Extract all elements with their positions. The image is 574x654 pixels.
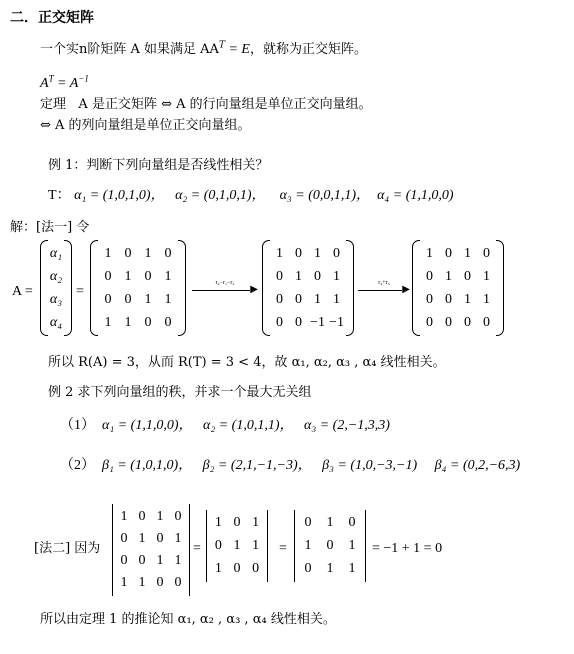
matrix3-cell: 0 [464,314,471,330]
example1-title: 例 1：判断下列向量组是否线性相关？ [48,158,269,173]
matrix3-cell: 1 [464,291,471,307]
example1-vectors [48,188,454,204]
matrix1-cell: 1 [164,291,172,307]
example1-conclusion: 所以 R(A) = 3，从而 R(T) = 3 < 4，故 α₁, α₂, α₃ , α₄ 线性相关。 [48,355,446,370]
det4-cell: 0 [156,531,164,546]
alpha-column-cell: α₃ [49,291,63,307]
det3b-cell: 0 [326,537,334,553]
matrix2-cell: 0 [314,268,321,284]
alpha-column-cell: α₄ [49,314,63,330]
matrix3-cell: 0 [464,268,471,284]
matrix3-cell: 0 [426,314,433,330]
matrix2-cell: 0 [276,291,283,307]
det4-cell: 1 [120,575,128,590]
matrix1-cell: 1 [124,314,132,330]
part2-beta1: β₁ = (1,0,1,0)， [102,458,193,473]
determinant-4x4 [112,504,190,596]
matrix3-cell: 0 [483,314,490,330]
equals-sign-3: = [279,541,287,556]
det4-cell: 0 [174,575,182,590]
det4-cell: 1 [138,575,146,590]
definition-tail: ，就称为正交矩阵。 [249,42,367,57]
vector-set-label: T： [48,188,71,203]
vector-alpha4: α₄ = (1,1,0,0) [377,188,454,203]
matrix3-cell: 1 [483,268,490,284]
det3a-cell: 1 [252,537,260,553]
alpha-column-vector [40,240,72,336]
det3a-cell: 0 [252,560,260,576]
matrix3-cell: 1 [464,245,471,261]
matrix3-cell: 0 [426,268,433,284]
vector-alpha1: α₁ = (1,0,1,0)， [74,188,165,203]
row-operation-arrow-1: r₄−r₁−r₂ ▶ [192,282,258,298]
matrix2-cell: −1 [329,314,344,330]
part1-alpha2: α₂ = (1,0,1,1)， [203,418,294,433]
matrix2-cell: 1 [295,268,302,284]
part2-label: （2） [60,458,95,473]
det4-cell: 0 [156,575,164,590]
matrix2-cell: 1 [333,291,340,307]
det4-cell: 1 [156,553,164,568]
part2-beta4: β₄ = (0,2,−6,3) [434,458,521,473]
det4-cell: 0 [138,553,146,568]
matrix1-cell: 1 [104,314,112,330]
matrix1-cell: 0 [104,291,112,307]
orthogonal-formula: $A^T = A^{-1}$ [40,73,89,91]
equals-sign-2: = [193,541,201,556]
example2-part1 [60,418,390,434]
det4-cell: 0 [138,509,146,524]
det3a-cell: 1 [214,560,222,576]
method2-label: [法二] 因为 [34,541,101,556]
det3b-cell: 1 [348,537,356,553]
det4-cell: 1 [174,531,182,546]
matrix1-cell: 0 [144,268,152,284]
det4-cell: 1 [120,509,128,524]
matrix-A-label: A = [12,284,33,299]
det3a-cell: 1 [214,515,222,531]
det3a-cell: 0 [233,560,241,576]
part1-label: （1） [60,418,95,433]
solution-label: 解：[法一] 令 [10,220,90,235]
arrow2-label: r₄+r₃ [378,280,390,286]
determinant-3x3-b [294,510,366,582]
det4-cell: 0 [174,509,182,524]
matrix3-cell: 0 [483,245,490,261]
matrix-3 [412,240,504,336]
matrix2-cell: −1 [310,314,325,330]
det3a-cell: 1 [252,515,260,531]
matrix3-cell: 0 [445,314,452,330]
matrix3-cell: 0 [445,291,452,307]
part2-beta2: β₂ = (2,1,−1,−3)， [202,458,312,473]
det3a-cell: 0 [233,515,241,531]
vector-alpha3: α₃ = (0,0,1,1)， [279,188,371,203]
example2-title: 例 2 求下列向量组的秩，并求一个最大无关组 [48,385,312,400]
matrix3-cell: 1 [445,268,452,284]
theorem-label: 定理 [40,97,67,112]
matrix3-cell: 1 [426,245,433,261]
theorem-continuation: ⇔ A 的列向量组是单位正交向量组。 [40,118,251,133]
matrix3-cell: 1 [483,291,490,307]
matrix2-cell: 1 [276,245,283,261]
theorem-line [40,97,372,113]
matrix-1 [90,240,186,336]
det3b-cell: 1 [348,560,356,576]
det3b-cell: 1 [326,560,334,576]
matrix2-cell: 0 [276,314,283,330]
matrix1-cell: 1 [144,245,152,261]
section-heading: 二．正交矩阵 [10,10,94,26]
arrow1-label: r₄−r₁−r₂ [215,280,235,286]
matrix2-cell: 0 [276,268,283,284]
matrix2-cell: 0 [295,245,302,261]
part1-alpha1: α₁ = (1,1,0,0)， [102,418,193,433]
det4-cell: 0 [120,553,128,568]
example2-part2 [60,458,520,474]
det3b-cell: 0 [304,560,312,576]
matrix2-cell: 0 [333,245,340,261]
det4-cell: 1 [174,553,182,568]
determinant-3x3-a [206,510,268,582]
det3a-cell: 1 [233,537,241,553]
equals-sign: = [76,284,84,299]
matrix2-cell: 1 [333,268,340,284]
row-operation-arrow-2: r₄+r₃ ▶ [358,282,410,298]
matrix1-cell: 0 [104,268,112,284]
matrix1-cell: 0 [164,314,172,330]
det4-cell: 1 [156,509,164,524]
matrix3-cell: 0 [445,245,452,261]
alpha-column-cell: α₁ [49,245,63,261]
definition-line: 一个实n阶矩阵 A 如果满足 $AA^T = E$，就称为正交矩阵。 [40,40,367,57]
part2-beta3: β₃ = (1,0,−3,−1) [322,458,418,473]
det3b-cell: 0 [304,515,312,531]
definition-text: 一个实n阶矩阵 A 如果满足 AA [40,42,219,57]
matrix1-cell: 1 [124,268,132,284]
matrix1-cell: 1 [144,291,152,307]
final-conclusion: 所以由定理 1 的推论知 α₁, α₂ , α₃ , α₄ 线性相关。 [40,612,336,627]
vector-alpha2: α₂ = (0,1,0,1)， [175,188,266,203]
matrix2-cell: 0 [295,314,302,330]
matrix1-cell: 1 [164,268,172,284]
part1-alpha3: α₃ = (2,−1,3,3) [304,418,390,433]
matrix2-cell: 0 [295,291,302,307]
matrix1-cell: 0 [124,291,132,307]
det3b-cell: 0 [348,515,356,531]
formula-rhs: = A [57,76,79,91]
alpha-column-cell: α₂ [49,268,63,284]
determinant-result: = −1 + 1 = 0 [372,541,443,556]
matrix1-cell: 1 [104,245,112,261]
det3a-cell: 0 [214,537,222,553]
matrix1-cell: 0 [144,314,152,330]
theorem-text: A 是正交矩阵 ⇔ A 的行向量组是单位正交向量组。 [78,97,372,112]
matrix3-cell: 0 [426,291,433,307]
matrix2-cell: 1 [314,245,321,261]
det4-cell: 1 [138,531,146,546]
matrix1-cell: 0 [124,245,132,261]
matrix-2 [262,240,354,336]
det3b-cell: 1 [304,537,312,553]
matrix2-cell: 1 [314,291,321,307]
det3b-cell: 1 [326,515,334,531]
det4-cell: 0 [120,531,128,546]
matrix1-cell: 0 [164,245,172,261]
